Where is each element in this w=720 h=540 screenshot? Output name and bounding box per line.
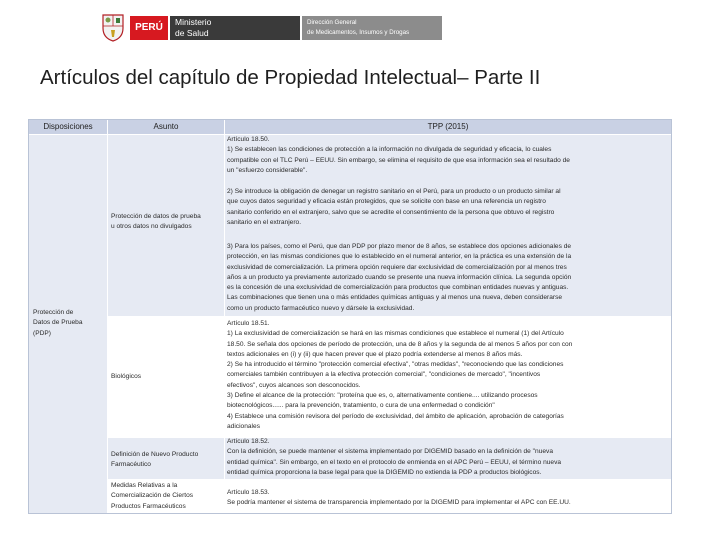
tpp-row-3-para-1: Artículo 18.52. Con la definición, se puede mantener el sistema implementado por DIGEMID basado en la definición de "nueva entidad química". Sin embargo, en el texto en el protocolo de enmienda en el APC Perú – EEUU, el término nueva entidad química proporciona la base legal para que la DIGEMID no extienda la PDP a productos biológicos. [227, 438, 562, 476]
ministry-name: Ministerio de Salud [170, 16, 300, 40]
comparison-table [28, 119, 672, 514]
tpp-row-4-para-1: Artículo 18.53. Se podría mantener el sistema de transparencia implementado por la DIGEMID para implementar el APC con EE.UU. [227, 489, 571, 507]
header-asunto: Asunto [108, 120, 225, 134]
header-disposiciones: Disposiciones [29, 120, 108, 134]
page-title: Artículos del capítulo de Propiedad Intelectual– Parte II [40, 66, 541, 89]
coat-of-arms-icon [100, 12, 126, 42]
peru-badge: PERÚ [130, 16, 168, 40]
asunto-row-4: Medidas Relativas a la Comercialización de Ciertos Productos Farmacéuticos [111, 482, 194, 510]
tpp-row-1-para-2: 2) Se introduce la obligación de denegar un registro sanitario en el Perú, para un producto o un producto similar al que cuyos datos seguridad y eficacia están protegidos, que se solicite con base en una referencia un registro sanitario conferido en el extranjero, salvo que se acredite el consentimiento de la persona que obtuvo el registro sanitario en el extranjero. [227, 188, 561, 226]
asunto-row-2: Biológicos [111, 373, 142, 380]
asunto-row-1: Protección de datos de prueba u otros datos no divulgados [111, 213, 201, 231]
tpp-row-1-para-3: 3) Para los países, como el Perú, que dan PDP por plazo menor de 8 años, se establece dos opciones adicionales de protección, en las mismas condiciones que lo establecido en el numeral anterior, en la práctica es una extensión de la exclusividad de comercialización. La primera opción requiere dar exclusividad de comercialización por al menos tres años a un producto ya previamente autorizado cuando se presente una nueva información clínica. La segunda opción es la concesión de una exclusividad de comercialización para productos que combinan entidades nuevas y antiguas. Las combinaciones que tienen una o más entidades químicas antiguas y al menos una nueva, deben considerarse como un producto farmacéutico nuevo y dársele la exclusividad. [227, 243, 572, 312]
tpp-row-2-para-1: Artículo 18.51. 1) La exclusividad de comercialización se hará en las mismas condiciones que establece el numeral (1) del Artículo 18.50. Se señala dos opciones de período de protección, una de 8 años y la segunda de al menos 5 años por con con textos adicionales en (i) y (ii) que hacen prever que el plazo podría extenderse al menos 8 años más. 2) Se ha introducido el término "protección comercial efectiva", "otras medidas", "reconociendo que las condiciones comerciales también contribuyen a la efectiva protección comercial", "condiciones de mercado", "incentivos efectivos", cuyos alcances son desconocidos. 3) Define el alcance de la protección: "proteína que es, o, alternativamente contiene.... utilizando procesos biotecnológicos...... para la prevención, tratamiento, o cura de una enfermedad o condición" 4) Establece una comisión revisora del período de exclusividad, del ámbito de aplicación, aprobación de categorías adicionales [227, 320, 573, 430]
department-name: Dirección General de Medicamentos, Insumos y Drogas [302, 16, 442, 40]
disposicion-label: Protección de Datos de Prueba (PDP) [33, 309, 83, 337]
header-tpp: TPP (2015) [225, 120, 671, 134]
tpp-row-1-para-1: Artículo 18.50. 1) Se establecen las condiciones de protección a la información no divulgada de seguridad y eficacia, lo cuales compatible con el TLC Perú – EEUU. Sin embargo, se elimina el requisito de que esa información sea el resultado de un "esfuerzo considerable". [227, 136, 570, 174]
asunto-row-3: Definición de Nuevo Producto Farmacéutico [111, 451, 199, 469]
ministry-logo [100, 8, 540, 48]
